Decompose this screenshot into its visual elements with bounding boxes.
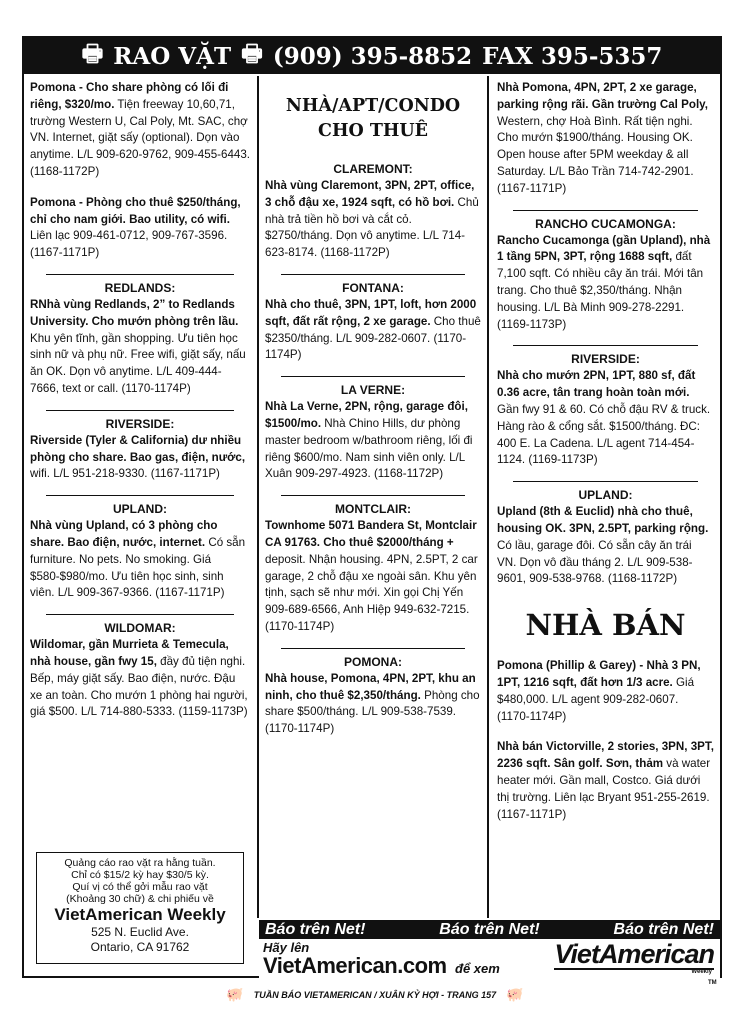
online-promo <box>259 920 720 978</box>
address-line: Ontario, CA 91762 <box>90 939 190 954</box>
classified-ad: Nhà bán Victorville, 2 stories, 3PN, 3PT, 2236 sqft. Sân golf. Sơn, thảm và water heater mới. Gần mall, Costco. Giá dưới thị trường. Liên lạc Bryant 951-255-2619. (1167-1171P) <box>497 740 714 821</box>
promo-bar <box>259 920 720 939</box>
divider <box>281 495 465 496</box>
classified-ad: Pomona - Cho share phòng có lối đi riêng, $320/mo. Tiện freeway 10,60,71, trường Western U, Cal Poly, Mt. SAC, chợ VN. Internet, giặt sấy (optional). Dọn vào anytime. L/L 909-620-9762, 909-455-6443. (1168-1172P) <box>30 81 251 178</box>
trademark-mark: TM <box>708 980 717 986</box>
pig-icon: 🐖 <box>506 986 524 1002</box>
printer-icon: 🖶 <box>241 39 263 67</box>
divider <box>281 648 465 649</box>
classified-ad: Nhà house, Pomona, 4PN, 2PT, khu an ninh, cho thuê $2,350/tháng. Phòng cho share $500/tháng. L/L 909-538-7539. (1170-1174P) <box>265 671 480 736</box>
info-line: Chỉ có $15/2 kỳ hay $30/5 kỳ. <box>71 869 209 881</box>
printer-icon: 🖶 <box>81 39 104 67</box>
city-heading: UPLAND: <box>578 488 633 503</box>
page-footer <box>0 986 750 1003</box>
column-right <box>491 76 720 918</box>
brand-name: VietAmerican Weekly <box>54 905 226 924</box>
divider <box>513 345 698 346</box>
classified-ad: Nhà Pomona, 4PN, 2PT, 2 xe garage, parking rộng rãi. Gần trường Cal Poly, Western, chợ Hoà Bình. Rất tiện nghi. Cho mướn $1900/tháng. Housing OK. Open house after 5PM weekday & all Saturday. L/L Bảo Trần 714-742-2901. (1167-1171P) <box>497 81 708 195</box>
divider <box>281 376 465 377</box>
promo-text: Báo trên Net! <box>265 920 366 938</box>
classified-ad: Nhà La Verne, 2PN, rộng, garage đôi, $1500/mo. Nhà Chino Hills, dư phòng master bedroom w/bathroom riêng, lối đi riêng $600/mo. Nam sinh viên only. L/L Xuân 909-297-4923. (1168-1172P) <box>265 400 473 481</box>
subscription-info-box <box>36 852 244 964</box>
classified-ad: Nhà cho thuê, 3PN, 1PT, loft, hơn 2000 sqft, đất rất rộng, 2 xe garage. Cho thuê $2350/tháng. L/L 909-282-0607. (1170-1174P) <box>265 297 481 362</box>
city-heading: LA VERNE: <box>340 383 406 398</box>
logo-subtitle: Weekly <box>691 969 712 975</box>
promo-dexem: để xem <box>455 961 500 976</box>
city-heading: RIVERSIDE: <box>571 352 640 367</box>
classified-ad: Riverside (Tyler & California) dư nhiều phòng cho share. Bao gas, điện, nước, wifi. L/L 951-218-9330. (1167-1171P) <box>30 433 246 481</box>
city-heading: RANCHO CUCAMONGA: <box>535 216 676 231</box>
classified-ad: Wildomar, gần Murrieta & Temecula, nhà house, gần fwy 15, đầy đủ tiện nghi. Bếp, máy giặt sấy. Bao điện, nước. Đậu xe an toàn. Cho mướn 1 phòng hai người, giá $500. L/L 714-880-5333. (1159-1173P) <box>30 638 248 719</box>
city-heading: WILDOMAR: <box>104 621 176 636</box>
divider <box>513 210 698 211</box>
classified-ad: Pomona (Phillip & Garey) - Nhà 3 PN, 1PT, 1216 sqft, đất hơn 1/3 acre. Giá $480,000. L/L agent 909-282-0607. (1170-1174P) <box>497 659 701 723</box>
classified-ad: Nhà vùng Claremont, 3PN, 2PT, office, 3 chỗ đậu xe, 1924 sqft, có hồ bơi. Chủ nhà trả tiền hồ bơi và cắt cỏ. $2750/tháng. Dọn vô anytime. L/L 714-623-8174. (1168-1172P) <box>265 179 479 260</box>
classified-ad: Upland (8th & Euclid) nhà cho thuê, housing OK. 3PN, 2.5PT, parking rộng. Có lầu, garage đôi. Có sẵn cây ăn trái VN. Dọn vô đầu tháng 2. L/L 909-538-9601, 909-538-9768. (1168-1172P) <box>497 505 709 586</box>
city-heading: MONTCLAIR: <box>335 502 411 517</box>
classified-ad: Nhà cho mướn 2PN, 1PT, 880 sf, đất 0.36 acre, tân trang hoàn toàn mới. Gần fwy 91 & 60. Có chỗ đậu RV & truck. Hàng rào & cổng sắt. $1500/tháng. ĐC: 400 E. La Cadena. L/L agent 714-454-1124. (1169-1173P) <box>497 369 711 467</box>
newspaper-page <box>22 36 722 978</box>
classified-ad: RNhà vùng Redlands, 2” to Redlands University. Cho mướn phòng trên lầu. Khu yên tĩnh, gần shopping. Ưu tiên học sinh nữ và phụ nữ. Free wifi, giặt sấy, nấu ăn OK. Dọn vô anytime. L/L 409-444-7666, text or call. (1170-1174P) <box>30 297 246 395</box>
banner-fax: FAX 395-5357 <box>482 42 663 70</box>
divider <box>281 274 465 275</box>
classified-ad: Pomona - Phòng cho thuê $250/tháng, chỉ cho nam giới. Bao utility, có wifi. Liên lạc 909-461-0712, 909-767-3596. (1167-1171P) <box>30 195 241 260</box>
column-left <box>24 76 256 918</box>
website-link[interactable]: VietAmerican.com <box>263 953 447 978</box>
promo-text: Báo trên Net! <box>613 920 714 938</box>
classified-ad: Rancho Cucamonga (gần Upland), nhà 1 tầng 5PN, 3PT, rộng 1688 sqft, đất 7,100 sqft. Có nhiều cây ăn trái. Mới tân trang. Cho thuê $2,350/tháng. Nhận housing. L/L Bà Minh 909-278-2291. (1169-1173P) <box>497 233 711 331</box>
city-heading: UPLAND: <box>113 502 167 517</box>
city-heading: REDLANDS: <box>104 280 176 295</box>
promo-hay: Hãy lên <box>263 940 310 955</box>
column-middle <box>257 76 489 918</box>
city-heading: POMONA: <box>344 654 402 669</box>
banner-phone: (909) 395-8852 <box>272 42 473 70</box>
info-line: Quí vị có thể gởi mẫu rao vặt <box>72 881 208 893</box>
classified-ad: Townhome 5071 Bandera St, Montclair CA 91763. Cho thuê $2000/tháng + deposit. Nhận housing. 4PN, 2.5PT, 2 car garage, 2 chỗ đậu xe ngoài sân. Khu yên tịnh, sạch sẽ như mới. Xin gọi Chị Yến 909-689-6566, Anh Hiệp 949-632-7215. (1170-1174P) <box>265 519 478 633</box>
section-title: NHÀ BÁN <box>525 608 686 643</box>
divider <box>46 495 234 496</box>
divider <box>513 481 698 482</box>
promo-text: Báo trên Net! <box>439 920 540 938</box>
info-line: (Khoảng 30 chữ) & chi phiếu về <box>66 893 214 905</box>
city-heading: CLAREMONT: <box>333 162 413 176</box>
section-title: NHÀ/APT/CONDO CHO THUÊ <box>285 96 461 141</box>
divider <box>46 410 234 411</box>
vietamerican-logo: VietAmerican <box>554 939 714 969</box>
divider <box>46 274 234 275</box>
divider <box>46 614 234 615</box>
address-line: 525 N. Euclid Ave. <box>91 925 189 939</box>
classifieds-banner <box>24 38 720 74</box>
city-heading: FONTANA: <box>342 280 404 295</box>
pig-icon: 🐖 <box>226 986 244 1002</box>
info-line: Quảng cáo rao vặt ra hằng tuần. <box>64 857 216 869</box>
banner-title: RAO VẶT <box>113 42 232 70</box>
footer-text: TUẦN BÁO VIETAMERICAN / XUÂN KỶ HỢI - TRANG 157 <box>253 989 497 1000</box>
classified-ad: Nhà vùng Upland, có 3 phòng cho share. Bao điện, nước, internet. Có sẵn furniture. No pets. No smoking. Giá $580-$980/mo. Ưu tiên học sinh, sinh viên. L/L 909-367-9366. (1167-1171P) <box>30 519 246 600</box>
city-heading: RIVERSIDE: <box>105 416 175 431</box>
